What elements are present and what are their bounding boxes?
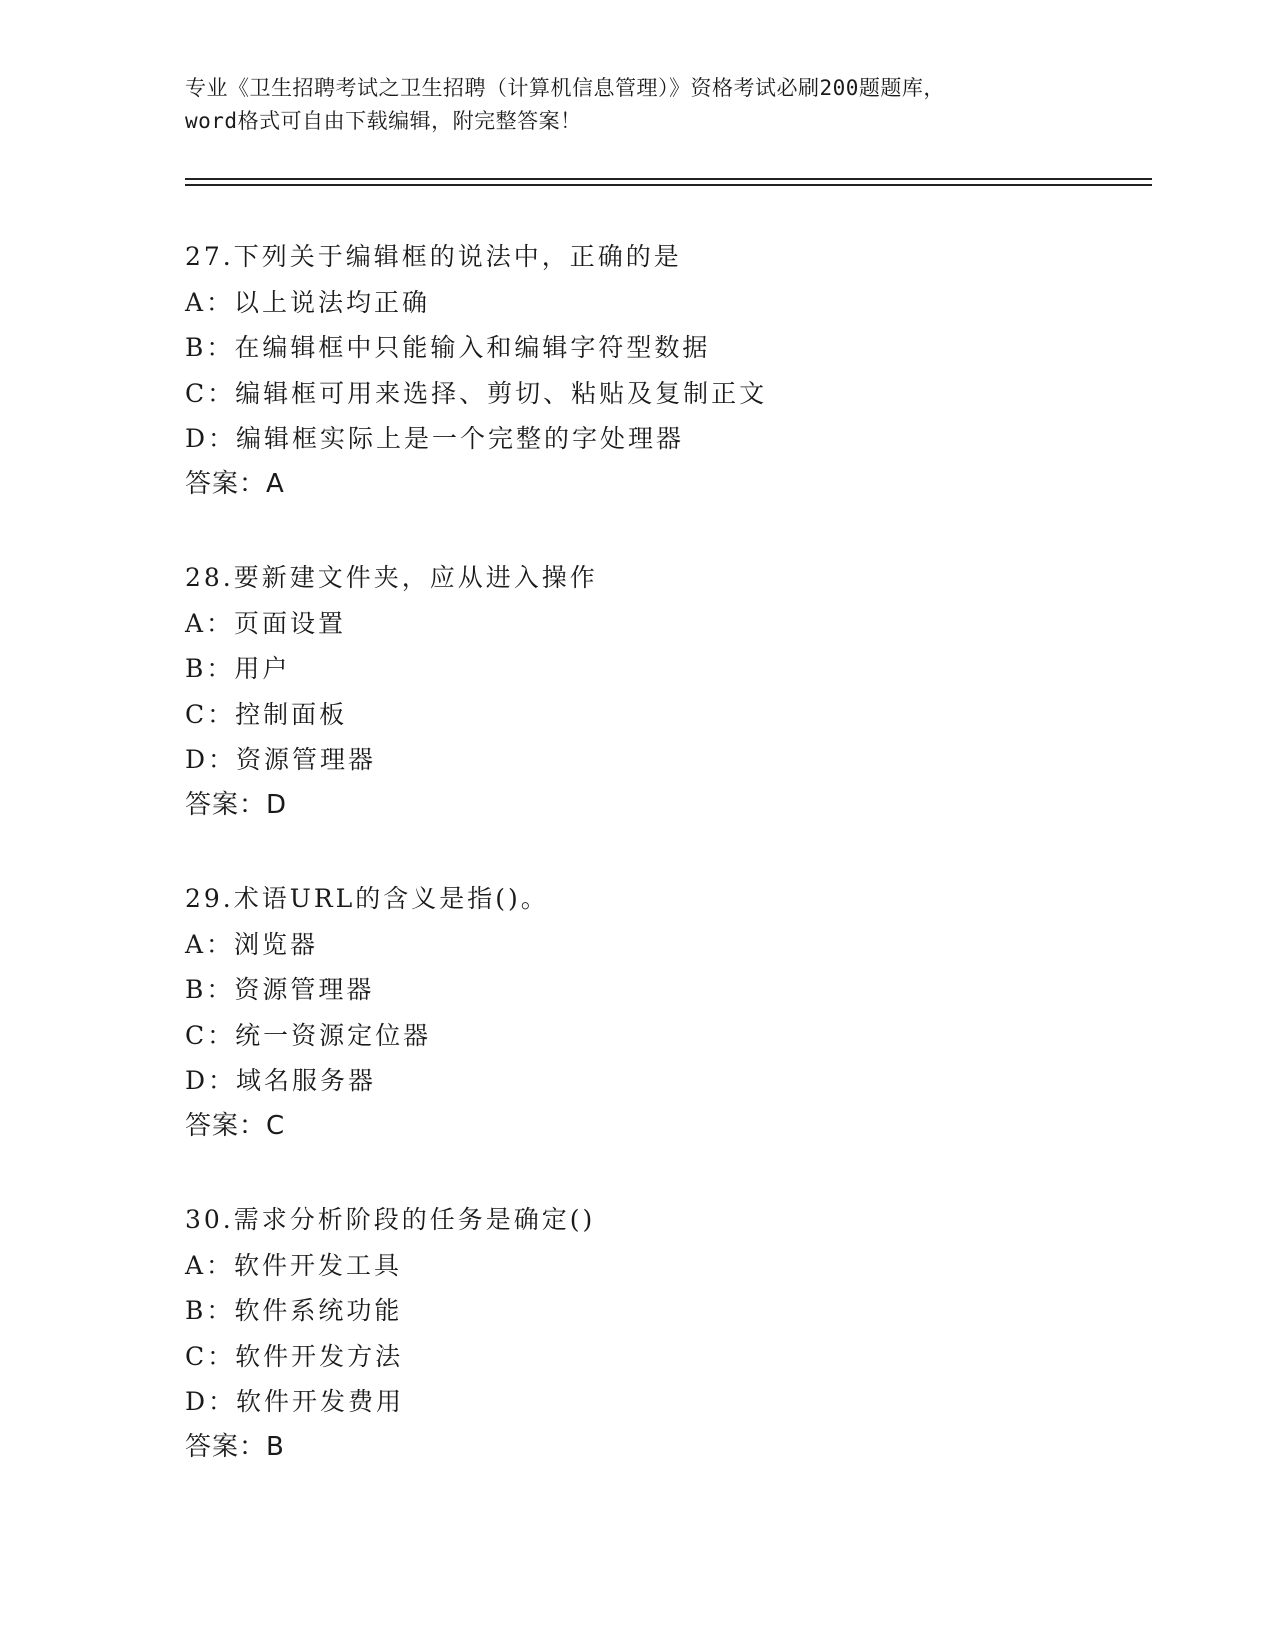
question-stem: 27.下列关于编辑框的说法中，正确的是 <box>185 242 682 271</box>
question-stem: 30.需求分析阶段的任务是确定() <box>185 1205 596 1234</box>
option-c: C：控制面板 <box>185 699 348 729</box>
question-stem: 28.要新建文件夹，应从进入操作 <box>185 563 598 592</box>
header-line-1: 专业《卫生招聘考试之卫生招聘（计算机信息管理）》资格考试必刷200题题库， <box>185 76 945 100</box>
option-c: C：统一资源定位器 <box>185 1020 432 1050</box>
answer-line: 答案：C <box>185 1110 286 1141</box>
answer-line: 答案：A <box>185 468 285 499</box>
question-block <box>185 234 1085 508</box>
question-block <box>185 876 1085 1150</box>
option-a: A：以上说法均正确 <box>185 287 431 317</box>
option-a: A：软件开发工具 <box>185 1250 403 1280</box>
header-divider-bottom <box>185 184 1152 186</box>
option-b: B：在编辑框中只能输入和编辑字符型数据 <box>185 333 711 363</box>
option-d: D：软件开发费用 <box>185 1387 405 1417</box>
answer-line: 答案：B <box>185 1431 285 1462</box>
header-line-2: word格式可自由下载编辑，附完整答案！ <box>185 109 582 133</box>
header-divider-top <box>185 178 1152 180</box>
option-d: D：资源管理器 <box>185 745 377 775</box>
question-stem: 29.术语URL的含义是指()。 <box>185 884 549 913</box>
document-header <box>185 72 1085 138</box>
option-a: A：页面设置 <box>185 608 347 638</box>
option-c: C：编辑框可用来选择、剪切、粘贴及复制正文 <box>185 378 768 408</box>
option-d: D：编辑框实际上是一个完整的字处理器 <box>185 424 685 454</box>
option-b: B：资源管理器 <box>185 975 375 1005</box>
question-block <box>185 1197 1085 1471</box>
option-b: B：软件系统功能 <box>185 1296 403 1326</box>
question-block <box>185 555 1085 829</box>
option-a: A：浏览器 <box>185 929 319 959</box>
answer-line: 答案：D <box>185 789 288 820</box>
option-b: B：用户 <box>185 654 291 684</box>
option-c: C：软件开发方法 <box>185 1341 404 1371</box>
option-d: D：域名服务器 <box>185 1066 377 1096</box>
